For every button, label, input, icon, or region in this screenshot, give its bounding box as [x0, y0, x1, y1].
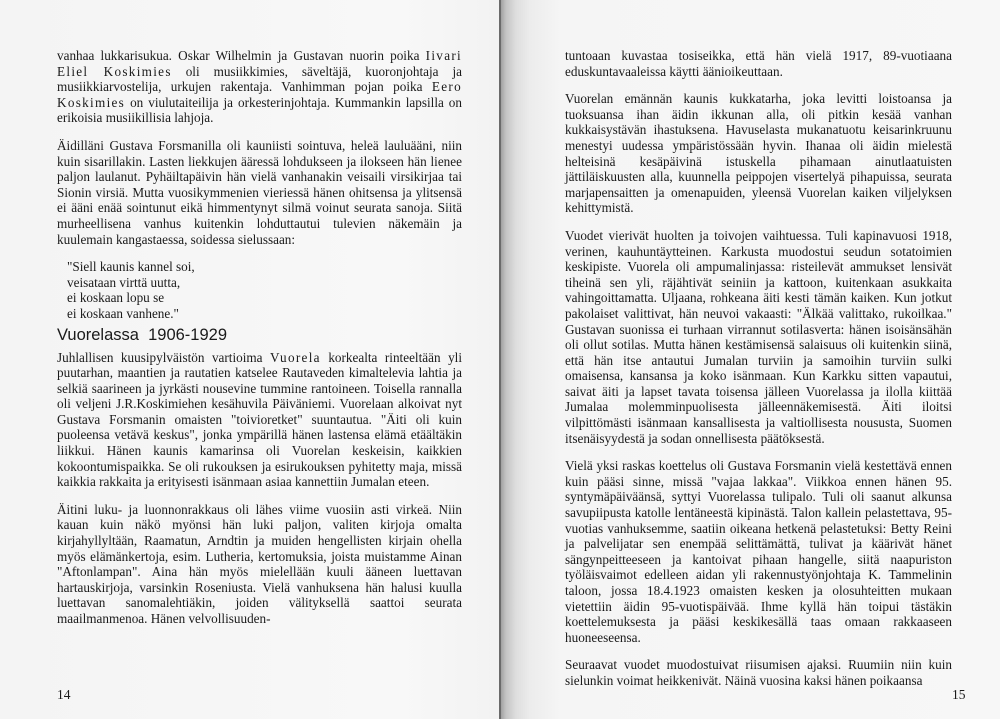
paragraph: tuntoaan kuvastaa tosiseikka, että hän vielä 1917, 89-vuotiaana eduskuntavaaleissa käytti äänioikeuttaan. — [565, 48, 952, 79]
poem-line: ei koskaan lopu se — [67, 290, 165, 306]
poem-quote — [67, 259, 462, 321]
poem-line: "Siell kaunis kannel soi, — [67, 259, 195, 275]
paragraph: Vielä yksi raskas koettelus oli Gustava Forsmanin vielä kestettävä ennen kuin pääsi sinne, missä "vajaa lakkaa". Viikkoa ennen hänen 95. syntymäpäiväänsä, syttyi Vuorelassa tulipalo. Tuli oli saanut alkunsa savupiipusta katolle lentäneestä kipinästä. Talon kallein pelastettava, 95-vuotias vanhuksemme, saatiin oikeana hetkenä pelastetuksi: Betty Reini ja palvelijatar sen enempää selittämättä, tulivat ja käärivät hänet sängynpeitteeseen ja kantoivat pihaan hangelle, siitä naapuriston työläisvaimot edelleen aidan yli rakennustyönjohtaja K. Tammelinin taloon, jossa 18.4.1923 omaisten kesken ja olosuhteitten mukaan vietettiin äidin 95-vuotispäivää. Ihme kyllä hän toipui tästäkin koettelemuksesta ja pääsi keskikesällä taas omaan rakkaaseen huoneeseensa. — [565, 458, 952, 645]
person-name: Eero Koskimies — [57, 79, 462, 110]
right-page-body — [565, 48, 952, 701]
text-run: on viulutaiteilija ja orkesterinjohtaja. Kummankin lapsilla on erikoisia musiikillisia lahjoja. — [57, 94, 462, 126]
book-spine — [499, 0, 501, 719]
text-run: oli musiikkimies, säveltäjä, kuoronjohtaja ja musiikkiarvostelija, urkujen rakentaja. Vanhimman pojan poika — [57, 63, 462, 95]
paragraph: Äidilläni Gustava Forsmanilla oli kauniisti sointuva, heleä lauluääni, niin kuin sisarillakin. Lasten liekkujen ääressä lohdukseen ja ilokseen hän lienee paljon laulanut. Pyhäiltapäivin hän vielä vanhanakin veisaili virsikirjaa tai Sionin virsiä. Mutta vuosikymmenien vieriessä hänen ohitsensa ja ylitsensä ei ääni enää sointunut eikä himmentynyt silmä voinut seurata sanoja. Siitä murheellisena vanhus kuitenkin lohduttautui tulevien näkemäin ja kuulemain kangastaessa, soidessa sielussaan: — [57, 137, 462, 247]
paragraph — [57, 48, 462, 126]
place-name: Vuorela — [270, 349, 321, 365]
poem-line: ei koskaan vanhene." — [67, 305, 179, 321]
poem-line: veisataan virttä uutta, — [67, 274, 181, 290]
left-page-body — [57, 48, 462, 639]
page-number: 14 — [57, 687, 71, 702]
page-number: 15 — [952, 687, 966, 702]
person-name: Iivari Eliel Koskimies — [57, 48, 462, 79]
paragraph: Vuorelan emännän kaunis kukkatarha, joka levitti loistoansa ja tuoksuansa ihan äidin ikkunan alla, oli pitkin kesää vanhan kukkaisystävän ihastuksena. Havuselasta mukanatuotu keisarinkruunu menestyi uudessa ympäristössään hyvin. Ihanaa oli äidin mielestä helteisinä kesäpäivinä istuskella pihamaan ainutlaatuisten jättiläiskuusten alla, kuunnella peippojen visertelyä pihapuissa, seurata marjapensaitten ja omenapuiden, yleensä Vuorelan kaiken viljelyksen kehittymistä. — [565, 91, 952, 216]
paragraph: Seuraavat vuodet muodostuivat riisumisen ajaksi. Ruumiin niin kuin sielunkin voimat heikkenivät. Näinä vuosina kaksi hänen poikaansa — [565, 657, 952, 688]
text-run: korkealta rinteeltään yli puutarhan, maantien ja rautatien katselee Rautaveden kimaltelevia lahtia ja selkiä saarineen ja jyrkästi nousevine tummine rantoineen. Toisella rannalla oli veljeni J.R.Koskimiehen kesähuvila Päiväniemi. Vuorelaan alkoivat nyt Gustava Forsmanin omaisten "toivioretket" suuntautua. "Äiti oli kuin puoleensa vetävä keskus", jonka ympärillä hänen lastensa elämä etäältäkin liikkui. Hänen kaunis kamarinsa oli Vuorelan keskeisin, kaikkien kokoontumispaikka. Se oli rukouksen ja esirukouksen pyhitetty maja, missä kaikkia rakkaita ja erityisesti isänmaan asiaa kannettiin Jumalan eteen. — [57, 349, 462, 490]
paragraph: Vuodet vierivät huolten ja toivojen vaihtuessa. Tuli kapinavuosi 1918, verinen, kauhuntäytteinen. Karkusta muodostui seudun sotatoimien keskipiste. Vuorela oli ampumalinjassa: risteilevät ammukset lensivät tiheinä sen yli, räjähtivät seiniin ja kattoon, kuitenkaan asukkaita vahingoittamatta. Uljaana, rohkeana äiti kesti tämän kaiken. Kun jotkut pakolaiset valittivat, hän neuvoi vakaasti: "Älkää valittako, rukoilkaa." Gustavan suonissa ei turhaan virrannut sotilasverta: hänen isoisänsähän oli ollut sotilas. Mutta hänen kestämisensä salaisuus oli kuitenkin siinä, että hän itse antautui Jumalan turviin ja samoihin turviin sulki omaisensa, kansansa ja koko isänmaan. Kun Karkku sitten vapautui, saivat äiti ja lapset tavata toisensa jälleen Vuorelassa ja ilolla kiittää Jumalaa molemminpuolisesta jälleennäkemisestä. Äiti iloitsi vilpittömästi isänmaan kansallisesta ja valtiollisesta noususta, Suomen itsenäisyydestä ja sodan onnellisesta päätöksestä. — [565, 227, 952, 446]
text-run: Juhlallisen kuusipylväistön vartioima — [57, 349, 271, 365]
text-run: vanhaa lukkarisukua. Oskar Wilhelmin ja Gustavan nuorin poika — [57, 48, 426, 63]
paragraph — [57, 350, 462, 490]
section-heading: Vuorelassa 1906-1929 — [57, 325, 228, 344]
right-page — [500, 0, 1000, 719]
paragraph: Äitini luku- ja luonnonrakkaus oli lähes viime vuosiin asti virkeä. Niin kauan kuin näkö myönsi hän luki paljon, valiten kirjoja omalta kirjahyllyltään, Raamatun, Arndtin ja muiden hengellisten kirjain ohella myös elämänkertoja, esim. Lutheria, kertomuksia, joista muistamme Ainan "Aftonlampan". Aina hän myös mielellään kuuli ääneen luettavan hartauskirjoja, varsinkin Roseniusta. Vielä vanhuksena hän halusi kuulla luettavan sanomalehtiäkin, joiden välityksellä saattoi seurata maailmanmenoa. Hänen velvollisuuden- — [57, 501, 462, 626]
